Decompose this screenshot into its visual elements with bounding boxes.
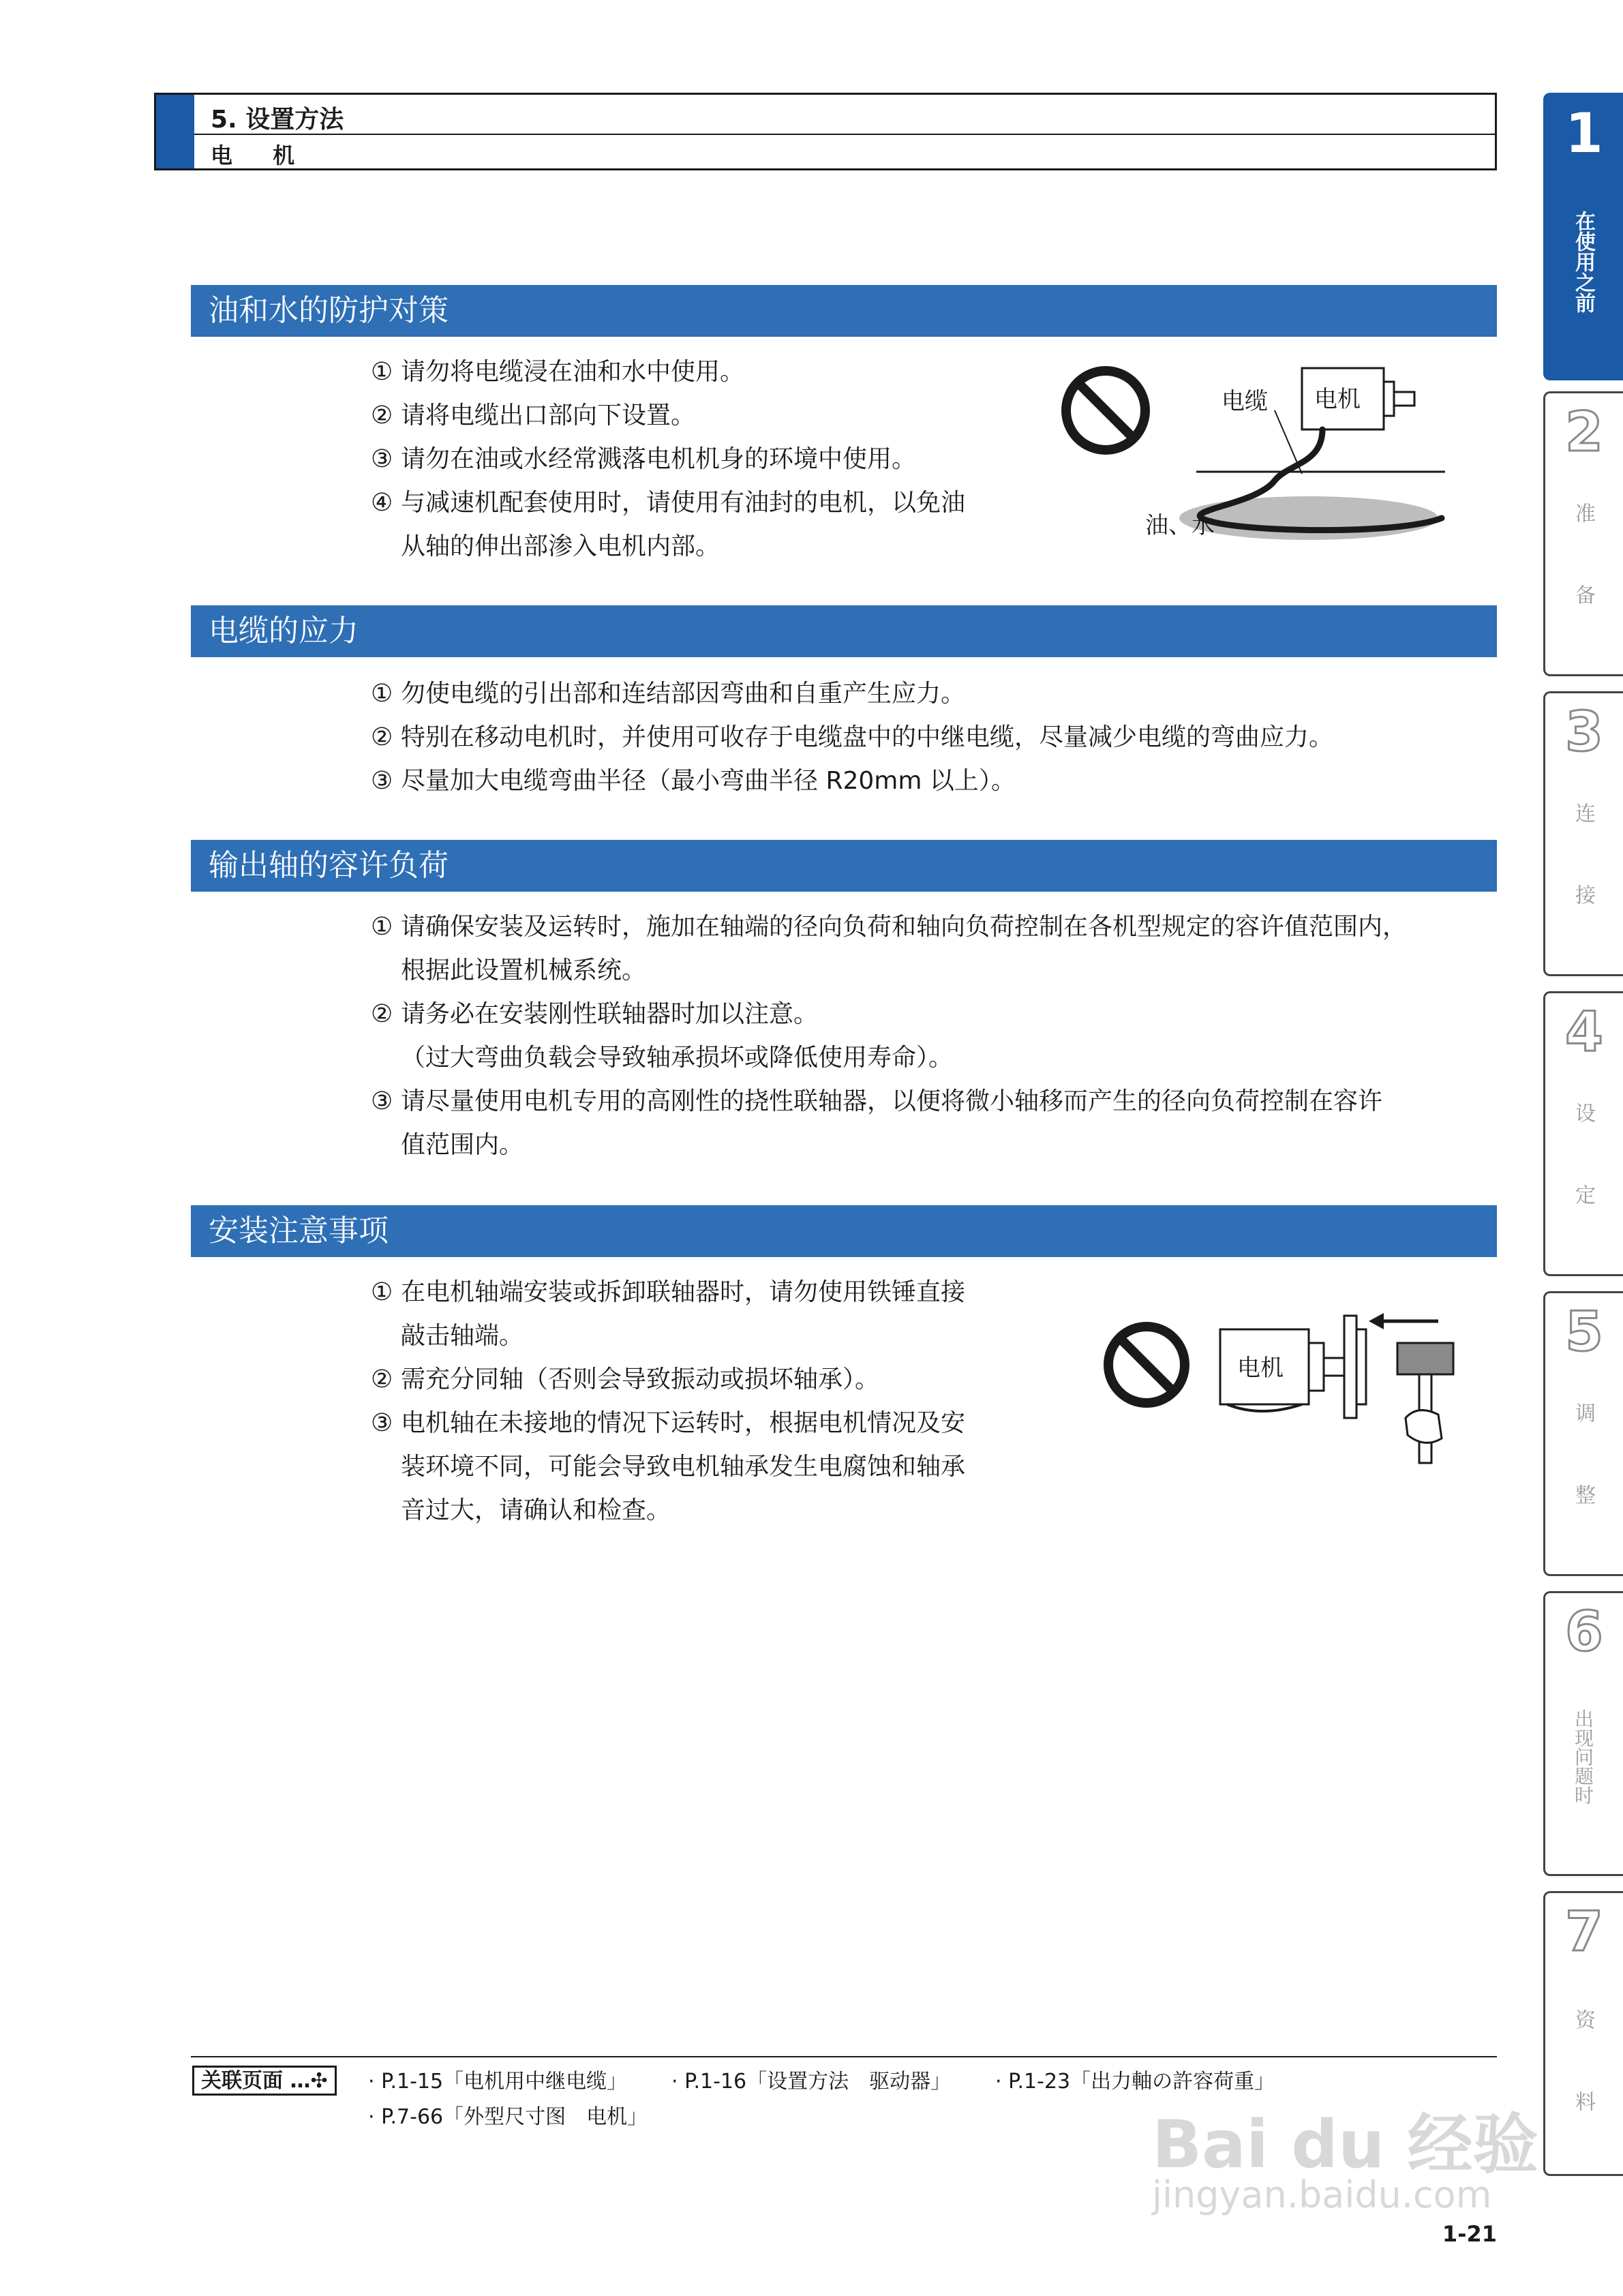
- oil-puddle: [1179, 496, 1438, 540]
- hammer-icon: [1397, 1343, 1453, 1463]
- list-item-continuation: 音过大，请确认和检查。: [401, 1496, 671, 1524]
- list-item-continuation: 敲击轴端。: [401, 1322, 524, 1350]
- list-item: ② 需充分同轴（否则会导致振动或损坏轴承）。: [371, 1365, 880, 1393]
- list-item: ② 特别在移动电机时，并使用可收存于电缆盘中的中继电缆，尽量减少电缆的弯曲应力。: [371, 723, 1334, 751]
- list-item: ③ 尽量加大电缆弯曲半径（最小弯曲半径 R20mm 以上）。: [371, 767, 1016, 795]
- tab-number: 3: [1565, 700, 1603, 764]
- tab-chapter-6[interactable]: [1543, 1591, 1623, 1876]
- motor-label: 电机: [1237, 1355, 1284, 1382]
- tab-number: 1: [1565, 102, 1603, 165]
- tab-chapter-5[interactable]: [1543, 1291, 1623, 1576]
- list-item-continuation: 根据此设置机械系统。: [401, 956, 647, 984]
- section-cable-stress: 电缆的应力: [191, 605, 1497, 657]
- footer-divider: [191, 2056, 1497, 2057]
- tab-number: 5: [1565, 1300, 1603, 1363]
- list-item: ① 勿使电缆的引出部和连结部因弯曲和自重产生应力。: [371, 680, 966, 708]
- related-pages-label: 关联页面 …✣: [192, 2066, 337, 2096]
- related-link-p7-66[interactable]: · P.7-66「外型尺寸图 电机」: [368, 2105, 648, 2129]
- list-item: ② 请将电缆出口部向下设置。: [371, 402, 696, 429]
- tab-chapter-3[interactable]: [1543, 691, 1623, 976]
- watermark-url: jingyan.baidu.com: [1152, 2173, 1492, 2216]
- related-link-p1-23[interactable]: · P.1-23「出力軸の許容荷重」: [995, 2070, 1275, 2094]
- list-item: ③ 请勿在油或水经常溅落电机机身的环境中使用。: [371, 445, 917, 473]
- tab-chapter-1[interactable]: [1543, 93, 1623, 380]
- related-link-p1-16[interactable]: · P.1-16「设置方法 驱动器」: [671, 2070, 952, 2094]
- section-oil-water: 油和水的防护对策: [191, 285, 1497, 337]
- tab-number: 6: [1565, 1600, 1603, 1663]
- list-item: ③ 请尽量使用电机专用的高刚性的挠性联轴器，以便将微小轴移而产生的径向负荷控制在容许: [371, 1087, 1383, 1115]
- tab-label: 准备: [1571, 502, 1595, 666]
- page-number: 1-21: [1442, 2221, 1497, 2247]
- related-link-p1-15[interactable]: · P.1-15「电机用中继电缆」: [368, 2070, 628, 2094]
- cable-label: 电缆: [1222, 388, 1268, 415]
- list-item: ① 请确保安装及运转时，施加在轴端的径向负荷和轴向负荷控制在各机型规定的容许值范围内，: [371, 913, 1408, 941]
- header-accent-bar: [156, 95, 194, 168]
- list-item: ① 请勿将电缆浸在油和水中使用。: [371, 358, 745, 386]
- list-item-continuation: 从轴的伸出部渗入电机内部。: [401, 532, 721, 560]
- list-item: ② 请务必在安装刚性联轴器时加以注意。: [371, 1000, 819, 1028]
- tab-chapter-7[interactable]: [1543, 1891, 1623, 2176]
- list-item: ④ 与减速机配套使用时，请使用有油封的电机，以免油: [371, 489, 966, 517]
- tab-label: 连接: [1571, 802, 1595, 966]
- section-shaft-load: 输出轴的容许负荷: [191, 840, 1497, 892]
- tab-number: 7: [1565, 1900, 1603, 1963]
- oil-water-figure: [1050, 354, 1459, 552]
- watermark-logo: Bai du 经验: [1152, 2106, 1538, 2183]
- prohibition-icon: [1066, 371, 1145, 450]
- tab-label: 在使用之前: [1571, 211, 1595, 313]
- tab-label: 设定: [1571, 1102, 1595, 1266]
- motor-label: 电机: [1314, 386, 1361, 413]
- prohibition-icon: [1108, 1327, 1185, 1403]
- tab-label: 调整: [1571, 1402, 1595, 1566]
- oil-water-label: 油、水: [1145, 512, 1215, 539]
- section-installation-notes: 安装注意事项: [191, 1205, 1497, 1257]
- tab-number: 4: [1565, 1000, 1603, 1063]
- header-divider: [194, 134, 1495, 135]
- tab-chapter-2[interactable]: [1543, 391, 1623, 676]
- list-item-continuation: 值范围内。: [401, 1131, 524, 1159]
- list-item-continuation: 装环境不同，可能会导致电机轴承发生电腐蚀和轴承: [401, 1453, 966, 1481]
- tab-label: 资料: [1571, 2009, 1595, 2173]
- page-header: [154, 93, 1497, 170]
- hammer-figure: [1097, 1302, 1479, 1479]
- chapter-subtitle: 电 机: [211, 142, 312, 168]
- tab-number: 2: [1565, 400, 1603, 464]
- list-item: ① 在电机轴端安装或拆卸联轴器时，请勿使用铁锤直接: [371, 1278, 966, 1306]
- chapter-title: 5. 设置方法: [211, 106, 344, 134]
- tab-label: 出现问题时: [1572, 1709, 1594, 1804]
- arrow-left-icon: [1369, 1313, 1438, 1329]
- list-item-continuation: （过大弯曲负载会导致轴承损坏或降低使用寿命）。: [401, 1044, 954, 1072]
- tab-chapter-4[interactable]: [1543, 991, 1623, 1276]
- list-item: ③ 电机轴在未接地的情况下运转时，根据电机情况及安: [371, 1409, 966, 1437]
